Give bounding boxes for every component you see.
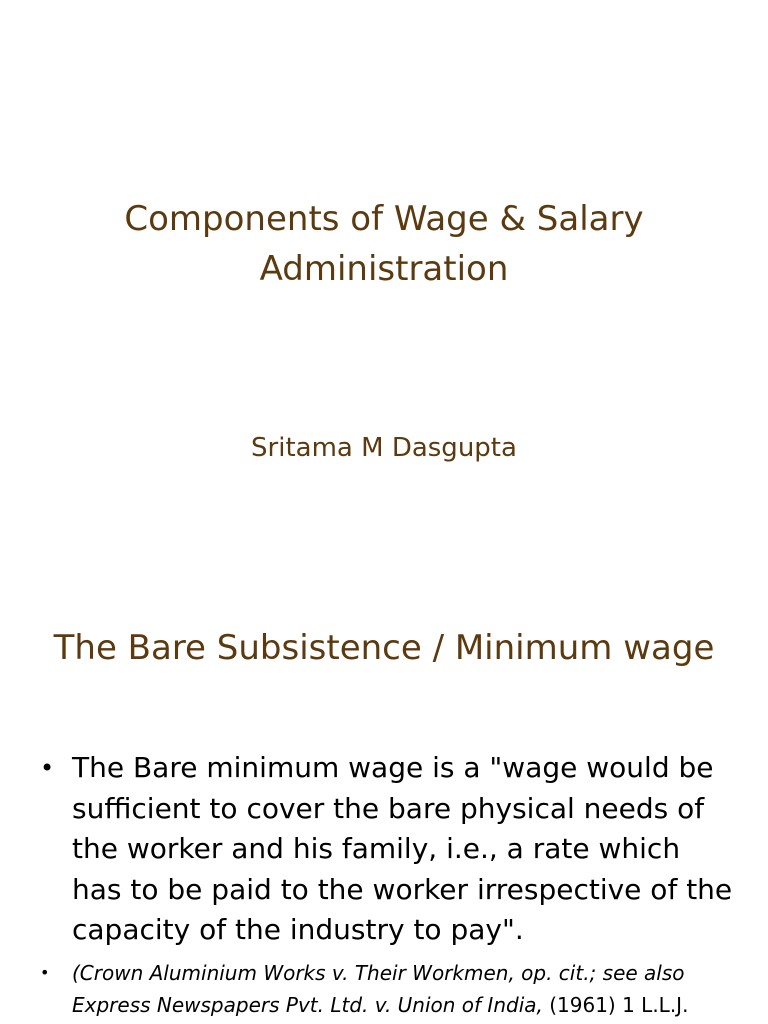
bullet-list xyxy=(38,748,738,1021)
section-title: The Bare Subsistence / Minimum wage xyxy=(53,628,715,668)
bullet-dot-icon: • xyxy=(40,754,55,782)
slide-title xyxy=(0,194,768,294)
slide-title-line-2: Administration xyxy=(259,249,509,289)
slide-title-line-1: Components of Wage & Salary xyxy=(124,199,644,239)
author-name: Sritama M Dasgupta xyxy=(251,433,517,463)
bullet-item-citation xyxy=(38,957,738,1021)
citation-normal-text: (1961) 1 L.L.J. xyxy=(542,992,689,1017)
bullet-item-definition xyxy=(38,748,738,951)
bullet-dot-icon: • xyxy=(40,962,50,982)
citation-italic-text: (Crown Aluminium Works v. Their Workmen, op. cit.; see also Express Newspapers Pvt. Ltd. v. Union of India, xyxy=(72,960,685,1017)
bullet-text: The Bare minimum wage is a "wage would be sufficient to cover the bare physical needs of the worker and his family, i.e., a rate which has to be paid to the worker irrespective of the capacity of the industry to pay". xyxy=(72,751,733,946)
